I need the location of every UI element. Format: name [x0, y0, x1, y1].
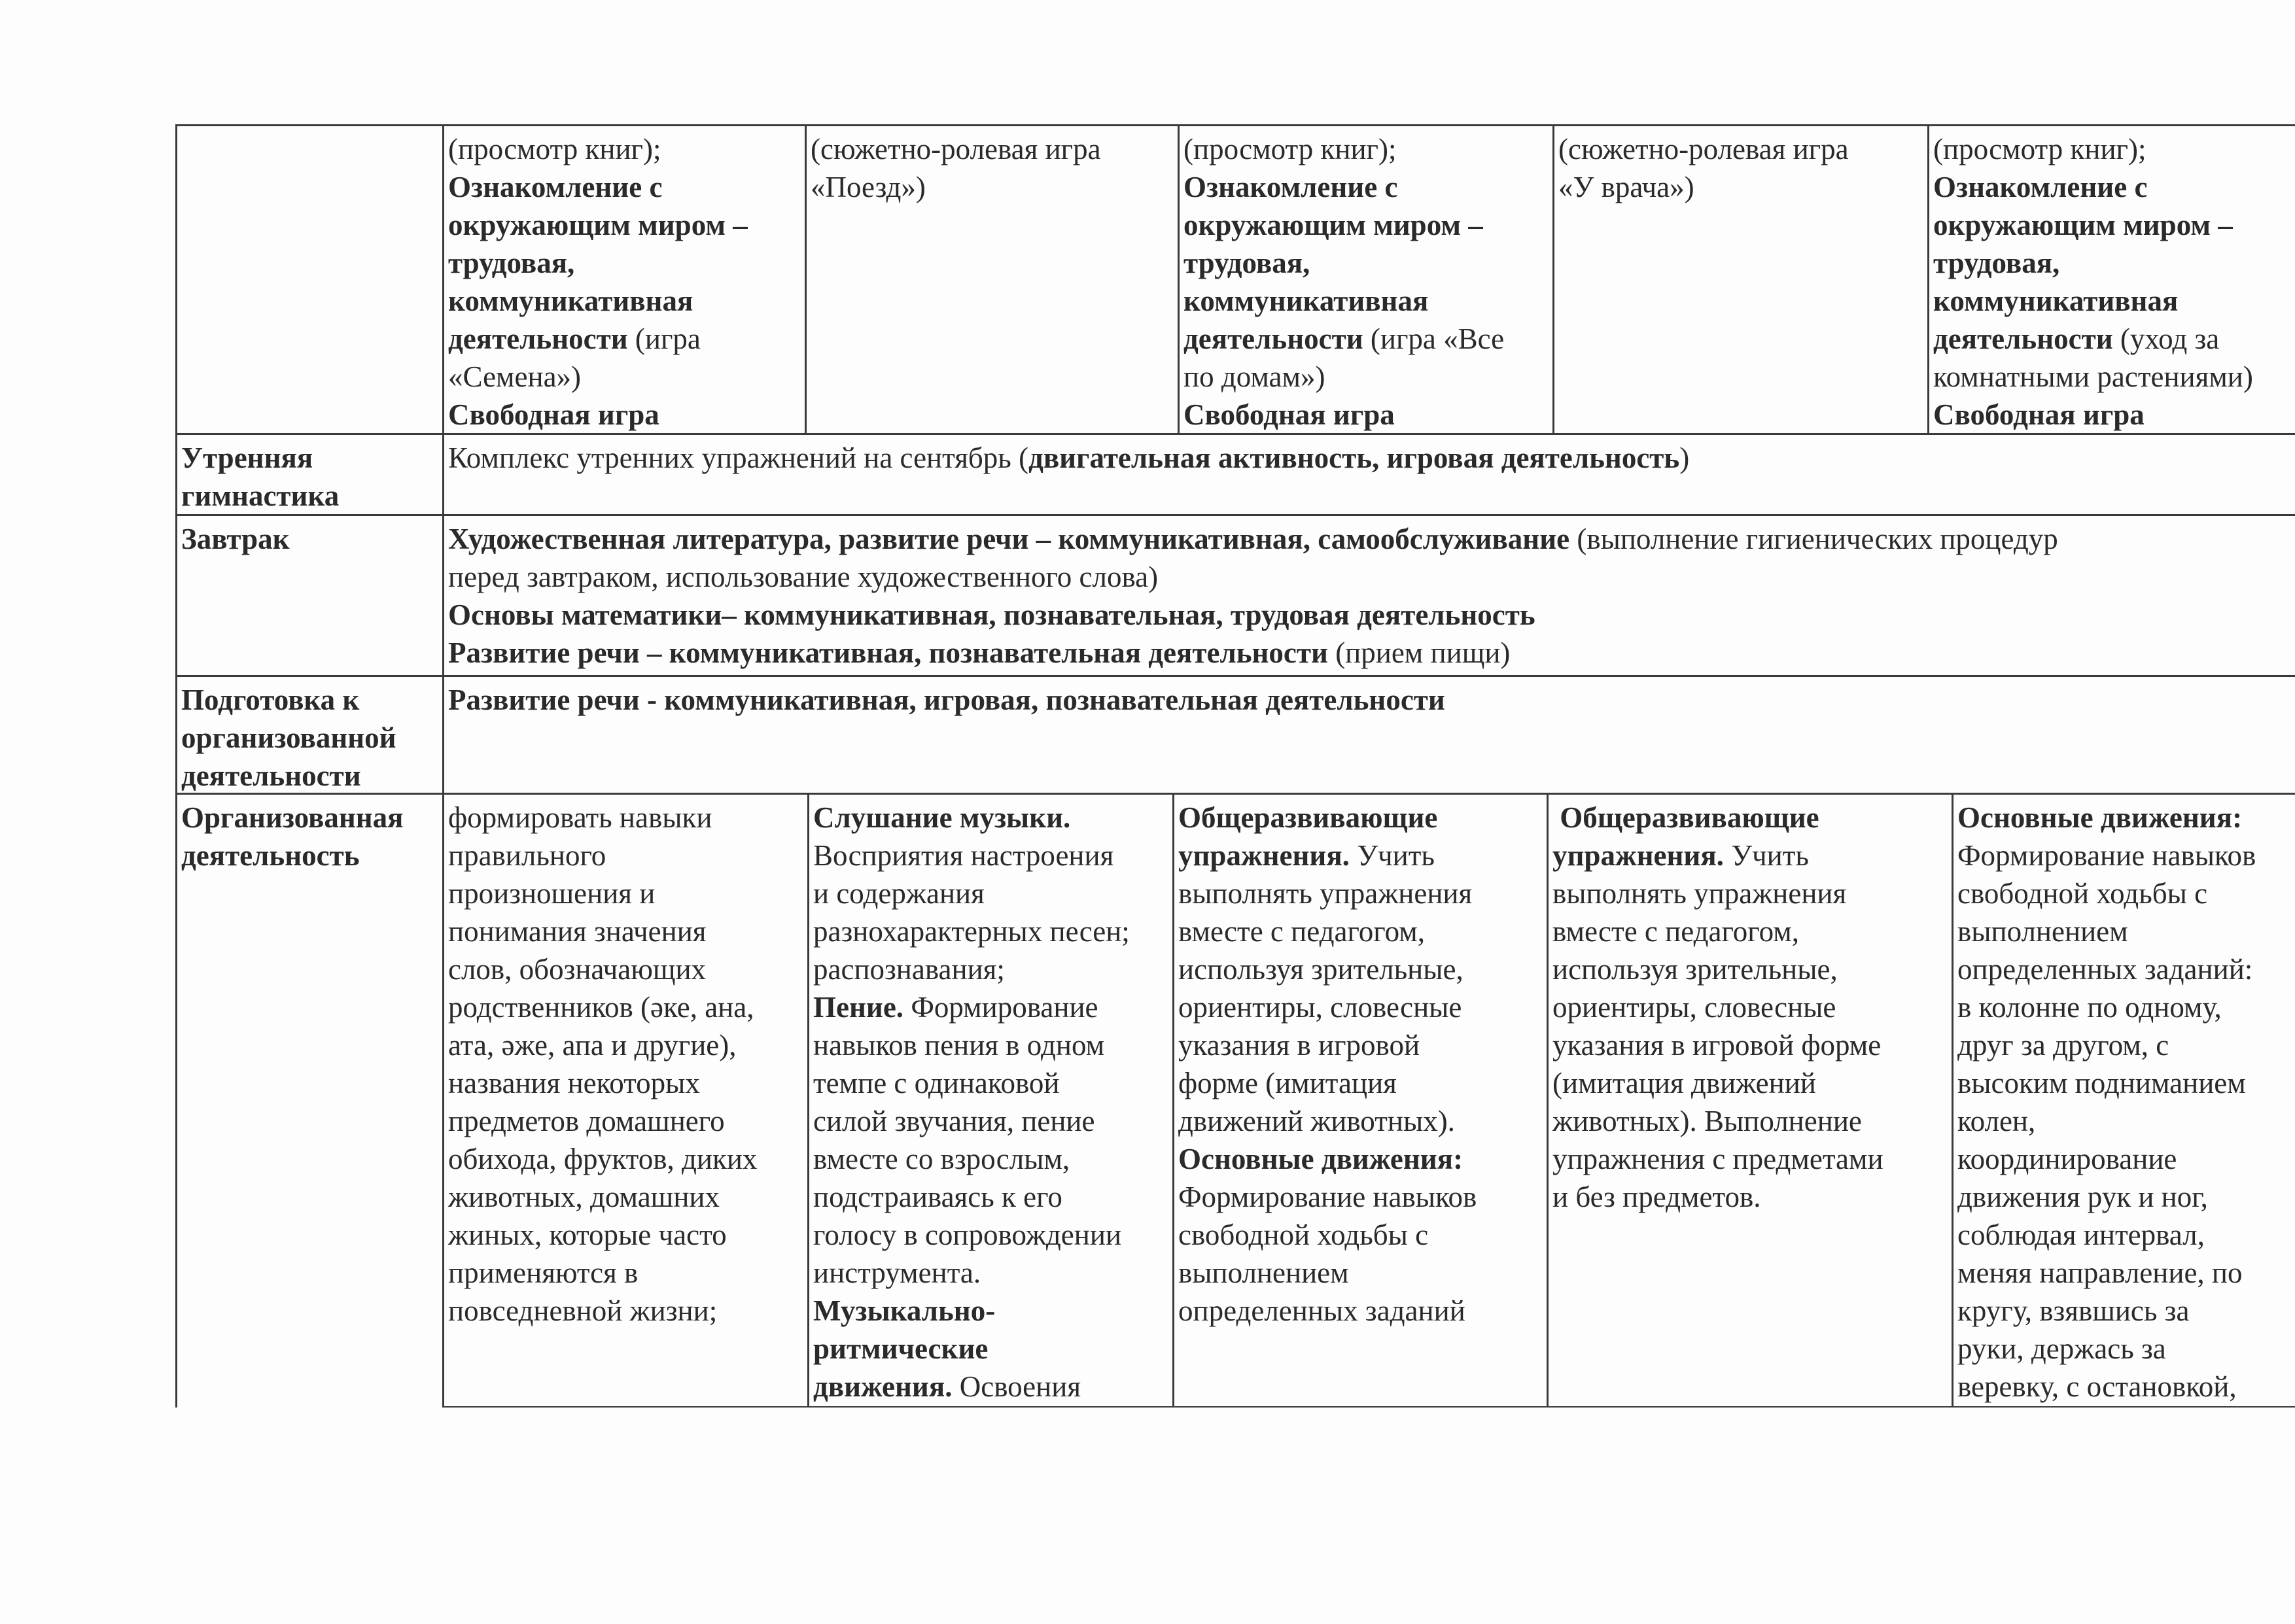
row5-c2-line: и содержания: [813, 877, 985, 910]
row5-c1-line: животных, домашних: [448, 1181, 720, 1213]
row5-c1-line: применяются в: [448, 1256, 639, 1289]
row5-label-line: деятельность: [181, 839, 360, 872]
row5-c3-line-normal: Учить: [1349, 839, 1435, 872]
row3-line4-normal: (прием пищи): [1327, 636, 1511, 669]
row1-c5-free-play: Свободная игра: [1933, 398, 2145, 431]
row1-c5-line: комнатными растениями): [1933, 360, 2253, 393]
row5-c5-line: свободной ходьбы с: [1957, 877, 2208, 910]
row5-c5-line: кругу, взявшись за: [1957, 1294, 2190, 1327]
row2-label-line: Утренняя: [181, 441, 313, 474]
row1-label-cell: [177, 126, 442, 433]
row5-c1-line: обихода, фруктов, диких: [448, 1143, 758, 1175]
row5-c4-line: вместе с педагогом,: [1552, 915, 1800, 948]
row5-c3-line: указания в игровой: [1178, 1029, 1420, 1062]
row5-cell-3: [1174, 795, 1547, 1406]
row4-label-line: Подготовка к: [181, 683, 360, 716]
row2-text-normal: Комплекс утренних упражнений на сентябрь (: [448, 441, 1029, 474]
row1-c3-line: (просмотр книг);: [1183, 133, 1397, 165]
row5-c1-line: предметов домашнего: [448, 1105, 725, 1137]
row5-c1-line: ата, әже, апа и другие),: [448, 1029, 737, 1062]
row5-c5-line: высоким подниманием: [1957, 1067, 2246, 1099]
row4-text: Развитие речи - коммуникативная, игровая, познавательная деятельности: [448, 683, 1445, 716]
row5-c3-line: выполнением: [1178, 1256, 1349, 1289]
row1-c3-line: Ознакомление с: [1183, 171, 1398, 203]
row3-label: Завтрак: [181, 523, 290, 555]
row5-c4-line: Общеразвивающие: [1552, 801, 1819, 834]
row1-cell-2: [807, 126, 1178, 433]
row5-c2-line: ритмические: [813, 1332, 989, 1365]
row5-c4-line: указания в игровой форме: [1552, 1029, 1882, 1062]
row5-c4-line: используя зрительные,: [1552, 953, 1838, 986]
row5-c2-line: навыков пения в одном: [813, 1029, 1105, 1062]
row5-c5-line: выполнением: [1957, 915, 2128, 948]
row5-c1-line: понимания значения: [448, 915, 707, 948]
row1-c2-line: «Поезд»): [811, 171, 926, 203]
row5-cell-1: [444, 795, 807, 1406]
row1-c1-line: окружающим миром –: [448, 209, 748, 241]
row1-c3-line: по домам»): [1183, 360, 1325, 393]
row5-c3-line: форме (имитация: [1178, 1067, 1397, 1099]
row5-c1-line: правильного: [448, 839, 606, 872]
row5-c3-line: Общеразвивающие: [1178, 801, 1438, 834]
row1-c1-line-normal: (игра: [627, 322, 701, 355]
row1-cell-4: [1554, 126, 1927, 433]
row5-c1-line: повседневной жизни;: [448, 1294, 718, 1327]
row5-c5-line: руки, держась за: [1957, 1332, 2166, 1365]
row4-label-line: деятельности: [181, 759, 361, 792]
schedule-table: [175, 124, 2295, 1408]
row2-label-line: гимнастика: [181, 479, 340, 512]
row5-c3-line: Основные движения:: [1178, 1143, 1463, 1175]
row5-c4-line: (имитация движений: [1552, 1067, 1816, 1099]
row1-c1-line: трудовая,: [448, 247, 575, 279]
row5-cell-2: [809, 795, 1172, 1406]
row5-c3-line-bold: упражнения.: [1178, 839, 1350, 872]
row5-c5-line: веревку, с остановкой,: [1957, 1370, 2237, 1403]
row1-c5-line: трудовая,: [1933, 247, 2060, 279]
row4-content-cell: [444, 677, 2295, 793]
row1-c5-line: коммуникативная: [1933, 285, 2179, 317]
row1-c1-line: «Семена»): [448, 360, 582, 393]
row5-c2-line: Слушание музыки.: [813, 801, 1071, 834]
row5-c4-line-normal: Учить: [1723, 839, 1809, 872]
row1-c1-free-play: Свободная игра: [448, 398, 659, 431]
row1-cell-3: [1180, 126, 1552, 433]
row5-c2-line: темпе с одинаковой: [813, 1067, 1060, 1099]
row1-c5-line: окружающим миром –: [1933, 209, 2233, 241]
row1-cell-1: [444, 126, 805, 433]
row1-c4-line: «У врача»): [1558, 171, 1694, 203]
row3-label-cell: [177, 516, 442, 675]
row5-c3-line: вместе с педагогом,: [1178, 915, 1426, 948]
row5-c2-line: голосу в сопровождении: [813, 1218, 1122, 1251]
row1-c5-line: Ознакомление с: [1933, 171, 2148, 203]
row1-c1-line: (просмотр книг);: [448, 133, 661, 165]
row5-c5-line: Формирование навыков: [1957, 839, 2256, 872]
row5-c5-line: определенных заданий:: [1957, 953, 2253, 986]
row3-line2: перед завтраком, использование художественного слова): [448, 561, 1159, 593]
row3-line3: Основы математики– коммуникативная, познавательная, трудовая деятельность: [448, 598, 1535, 631]
row3-line1-normal: (выполнение гигиенических процедур: [1569, 523, 2058, 555]
row5-c5-line: друг за другом, с: [1957, 1029, 2169, 1062]
row5-c2-line: вместе со взрослым,: [813, 1143, 1070, 1175]
row1-c4-line: (сюжетно-ролевая игра: [1558, 133, 1849, 165]
row3-content-cell: [444, 516, 2295, 675]
row5-c1-line: слов, обозначающих: [448, 953, 707, 986]
row2-text-end: ): [1679, 441, 1690, 474]
row1-c1-line: коммуникативная: [448, 285, 693, 317]
row5-c5-line: Основные движения:: [1957, 801, 2243, 834]
row5-c1-line: родственников (әке, ана,: [448, 991, 754, 1024]
row5-cell-4: [1549, 795, 1952, 1406]
row5-c2-line: силой звучания, пение: [813, 1105, 1095, 1137]
row5-c1-line: названия некоторых: [448, 1067, 700, 1099]
row5-c5-line: координирование: [1957, 1143, 2177, 1175]
row5-c4-line-bold: упражнения.: [1552, 839, 1724, 872]
row5-c2-line: подстраиваясь к его: [813, 1181, 1062, 1213]
row1-c2-line: (сюжетно-ролевая игра: [811, 133, 1101, 165]
row5-c4-line: упражнения с предметами: [1552, 1143, 1883, 1175]
row5-c4-line: выполнять упражнения: [1552, 877, 1847, 910]
row5-c1-line: жиных, которые часто: [448, 1218, 727, 1251]
row3-line1-bold: Художественная литература, развитие речи – коммуникативная, самообслуживание: [448, 523, 1570, 555]
row5-c3-line: определенных заданий: [1178, 1294, 1465, 1327]
row1-cell-5: [1929, 126, 2295, 433]
row4-label-line: организованной: [181, 721, 396, 754]
row5-c4-line: животных). Выполнение: [1552, 1105, 1862, 1137]
row2-content-cell: [444, 435, 2295, 514]
row5-c3-line: используя зрительные,: [1178, 953, 1463, 986]
row1-c3-line-bold: деятельности: [1183, 322, 1363, 355]
row4-label-cell: [177, 677, 442, 793]
row1-c5-line-normal: (уход за: [2112, 322, 2220, 355]
row2-text-bold: двигательная активность, игровая деятельность: [1028, 441, 1680, 474]
row1-c5-line-bold: деятельности: [1933, 322, 2113, 355]
row5-label-cell: [177, 795, 442, 1408]
row5-c3-line: ориентиры, словесные: [1178, 991, 1462, 1024]
row5-c2-line: Восприятия настроения: [813, 839, 1114, 872]
row5-c3-line: свободной ходьбы с: [1178, 1218, 1429, 1251]
row5-c2-line-bold: Пение.: [813, 991, 904, 1024]
row5-c2-line: разнохарактерных песен;: [813, 915, 1130, 948]
row5-c1-line: формировать навыки: [448, 801, 712, 834]
row5-c2-line: распознавания;: [813, 953, 1005, 986]
row1-c3-line: коммуникативная: [1183, 285, 1429, 317]
row1-c3-line: окружающим миром –: [1183, 209, 1483, 241]
row5-c2-line: Музыкально-: [813, 1294, 996, 1327]
row5-c5-line: колен,: [1957, 1105, 2036, 1137]
row5-c5-line: в колонне по одному,: [1957, 991, 2222, 1024]
row5-c5-line: движения рук и ног,: [1957, 1181, 2208, 1213]
row1-c3-free-play: Свободная игра: [1183, 398, 1395, 431]
row5-c4-line: ориентиры, словесные: [1552, 991, 1836, 1024]
row5-cell-5: [1953, 795, 2295, 1406]
row1-c3-line: трудовая,: [1183, 247, 1310, 279]
row5-c2-line-normal: Освоения: [952, 1370, 1081, 1403]
row1-c3-line-normal: (игра «Все: [1363, 322, 1505, 355]
row5-c3-line: выполнять упражнения: [1178, 877, 1473, 910]
row5-label-line: Организованная: [181, 801, 404, 834]
row1-c1-line: Ознакомление с: [448, 171, 663, 203]
border-bottom: [442, 1406, 2295, 1408]
row5-c2-line-bold: движения.: [813, 1370, 953, 1403]
row5-c3-line: Формирование навыков: [1178, 1181, 1477, 1213]
row5-c1-line: произношения и: [448, 877, 656, 910]
row5-c5-line: соблюдая интервал,: [1957, 1218, 2205, 1251]
row5-c2-line: инструмента.: [813, 1256, 981, 1289]
row2-label-cell: [177, 435, 442, 514]
row5-c4-line: и без предметов.: [1552, 1181, 1761, 1213]
row3-line4-bold: Развитие речи – коммуникативная, познавательная деятельности: [448, 636, 1328, 669]
row5-c3-line: движений животных).: [1178, 1105, 1455, 1137]
row5-c2-line-normal: Формирование: [903, 991, 1098, 1024]
row5-c5-line: меняя направление, по: [1957, 1256, 2243, 1289]
row1-c5-line: (просмотр книг);: [1933, 133, 2146, 165]
row1-c1-line-bold: деятельности: [448, 322, 628, 355]
